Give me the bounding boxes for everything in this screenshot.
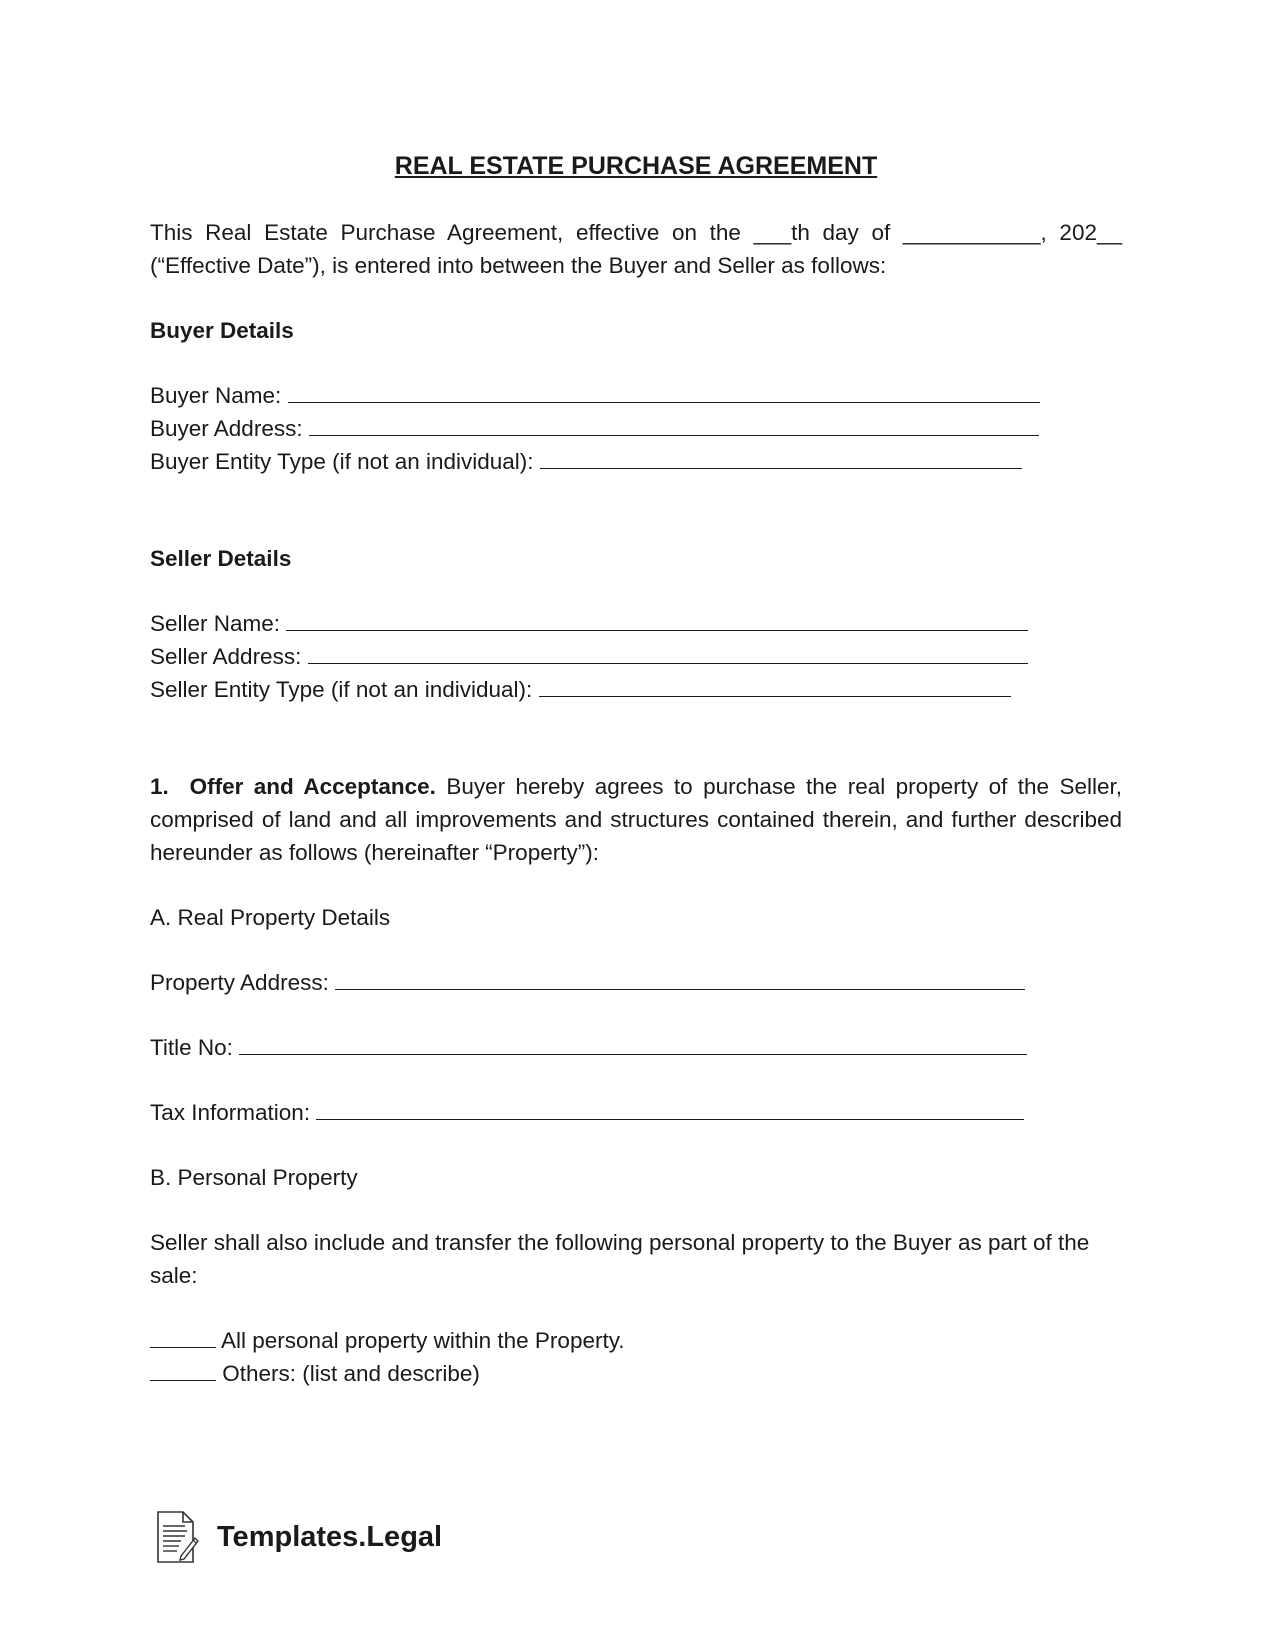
section-1-heading: Offer and Acceptance. bbox=[189, 774, 436, 799]
seller-entity-label: Seller Entity Type (if not an individual): bbox=[150, 677, 533, 702]
footer-brand-name: Templates.Legal bbox=[217, 1520, 443, 1553]
option-1-blank[interactable] bbox=[150, 1325, 216, 1348]
buyer-address-row bbox=[150, 412, 1122, 445]
tax-information-row bbox=[150, 1096, 1122, 1129]
option-2-blank[interactable] bbox=[150, 1358, 216, 1381]
footer-brand bbox=[155, 1508, 442, 1566]
personal-property-heading: B. Personal Property bbox=[150, 1165, 358, 1190]
document-title: REAL ESTATE PURCHASE AGREEMENT bbox=[394, 152, 878, 180]
buyer-name-label: Buyer Name: bbox=[150, 383, 282, 408]
buyer-address-field[interactable] bbox=[309, 413, 1039, 436]
buyer-entity-row bbox=[150, 445, 1122, 478]
personal-property-option-2 bbox=[150, 1357, 1122, 1390]
intro-line-1: This Real Estate Purchase Agreement, effective on the ___th day of ___________, 202__ bbox=[150, 220, 1122, 245]
option-2-label: Others: (list and describe) bbox=[222, 1361, 480, 1386]
title-no-label: Title No: bbox=[150, 1035, 233, 1060]
seller-entity-row bbox=[150, 673, 1122, 706]
seller-address-field[interactable] bbox=[308, 641, 1028, 664]
seller-entity-field[interactable] bbox=[539, 674, 1011, 697]
seller-name-field[interactable] bbox=[286, 608, 1028, 631]
personal-property-intro: Seller shall also include and transfer the following personal property to the Buyer as part of the sale: bbox=[150, 1230, 1090, 1288]
section-1-body: Buyer hereby agrees to purchase the real property of the Seller, comprised of land and all improvements and structures contained therein, and further described hereunder as follows (hereinafter “Property”): bbox=[150, 774, 1122, 865]
section-1-offer-acceptance bbox=[150, 770, 1122, 869]
real-property-heading: A. Real Property Details bbox=[150, 905, 391, 930]
seller-name-row bbox=[150, 607, 1122, 640]
seller-name-label: Seller Name: bbox=[150, 611, 281, 636]
property-address-row bbox=[150, 966, 1122, 999]
document-body bbox=[150, 150, 1122, 1390]
title-no-row bbox=[150, 1031, 1122, 1064]
buyer-name-field[interactable] bbox=[288, 380, 1040, 403]
buyer-entity-label: Buyer Entity Type (if not an individual): bbox=[150, 449, 534, 474]
seller-address-label: Seller Address: bbox=[150, 644, 302, 669]
seller-address-row bbox=[150, 640, 1122, 673]
option-1-label: All personal property within the Property. bbox=[221, 1328, 625, 1353]
tax-information-field[interactable] bbox=[316, 1097, 1024, 1120]
section-1-number: 1. bbox=[150, 774, 169, 799]
buyer-details-heading: Buyer Details bbox=[150, 318, 294, 343]
property-address-label: Property Address: bbox=[150, 970, 329, 995]
buyer-name-row bbox=[150, 379, 1122, 412]
seller-details-heading: Seller Details bbox=[150, 546, 292, 571]
document-pen-icon bbox=[155, 1510, 199, 1564]
title-no-field[interactable] bbox=[239, 1032, 1027, 1055]
property-address-field[interactable] bbox=[335, 967, 1025, 990]
buyer-entity-field[interactable] bbox=[540, 446, 1022, 469]
tax-information-label: Tax Information: bbox=[150, 1100, 311, 1125]
personal-property-option-1 bbox=[150, 1324, 1122, 1357]
intro-line-2: (“Effective Date”), is entered into between the Buyer and Seller as follows: bbox=[150, 253, 887, 278]
buyer-address-label: Buyer Address: bbox=[150, 416, 303, 441]
